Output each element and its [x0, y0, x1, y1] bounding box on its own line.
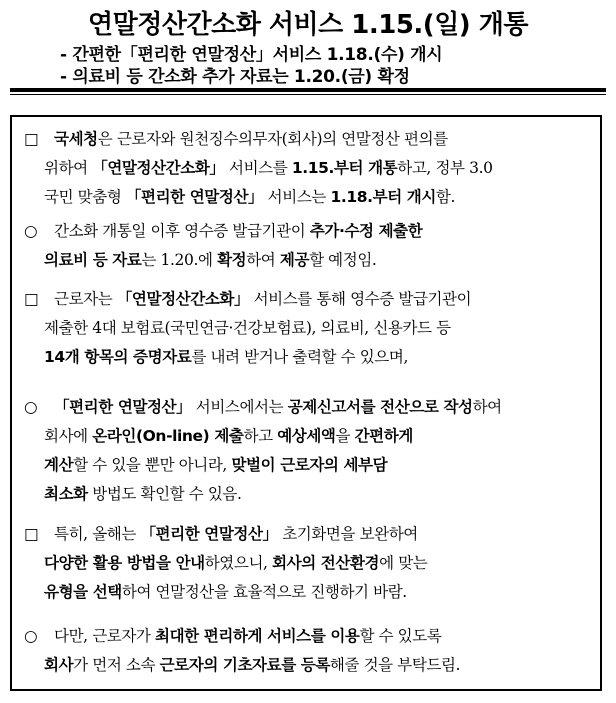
page-title: 연말정산간소화 서비스 1.15.(일) 개통	[88, 10, 528, 40]
circle-bullet-icon: ○	[24, 222, 38, 240]
paragraph-3: □ 근로자는 「연말정산간소화」 서비스를 통해 영수증 발급기관이 제출한 4대 보험료(국민연금·건강보험료), 의료비, 신용카드 등 14개 항목의 증명자료를 내려 받거나 출력할 수 있으며,	[24, 285, 590, 372]
paragraph-5: □ 특히, 올해는 「편리한 연말정산」 초기화면을 보완하여 다양한 활용 방법을 안내하였으니, 회사의 전산환경에 맞는 유형을 선택하여 연말정산을 효율적으로 진행하기 바람.	[24, 520, 590, 607]
paragraph-1: □ 국세청은 근로자와 원천징수의무자(회사)의 연말정산 편의를 위하여 「연말정산간소화」 서비스를 1.15.부터 개통하고, 정부 3.0 국민 맞춤형 「편리한 연말정산」 서비스는 1.18.부터 개시함.	[24, 125, 590, 212]
circle-bullet-icon: ○	[24, 398, 38, 416]
square-bullet-icon: □	[24, 525, 39, 543]
divider-thin	[10, 94, 606, 95]
paragraph-6: ○ 다만, 근로자가 최대한 편리하게 서비스를 이용할 수 있도록 회사가 먼저 소속 근로자의 기초자료를 등록해줄 것을 부탁드림.	[24, 622, 590, 680]
content-box	[10, 115, 602, 691]
divider-thick	[10, 88, 606, 92]
paragraph-2: ○ 간소화 개통일 이후 영수증 발급기관이 추가·수정 제출한 의료비 등 자료는 1.20.에 확정하여 제공할 예정임.	[24, 217, 590, 275]
circle-bullet-icon: ○	[24, 627, 38, 645]
square-bullet-icon: □	[24, 130, 39, 148]
subtitle-2: - 의료비 등 간소화 추가 자료는 1.20.(금) 확정	[60, 67, 410, 87]
paragraph-4: ○ 「편리한 연말정산」 서비스에서는 공제신고서를 전산으로 작성하여 회사에 온라인(On-line) 제출하고 예상세액을 간편하게 계산할 수 있을 뿐만 아니라, 맞벌이 근로자의 세부담 최소화 방법도 확인할 수 있음.	[24, 393, 590, 509]
subtitle-1: - 간편한「편리한 연말정산」서비스 1.18.(수) 개시	[60, 45, 443, 65]
square-bullet-icon: □	[24, 290, 39, 308]
